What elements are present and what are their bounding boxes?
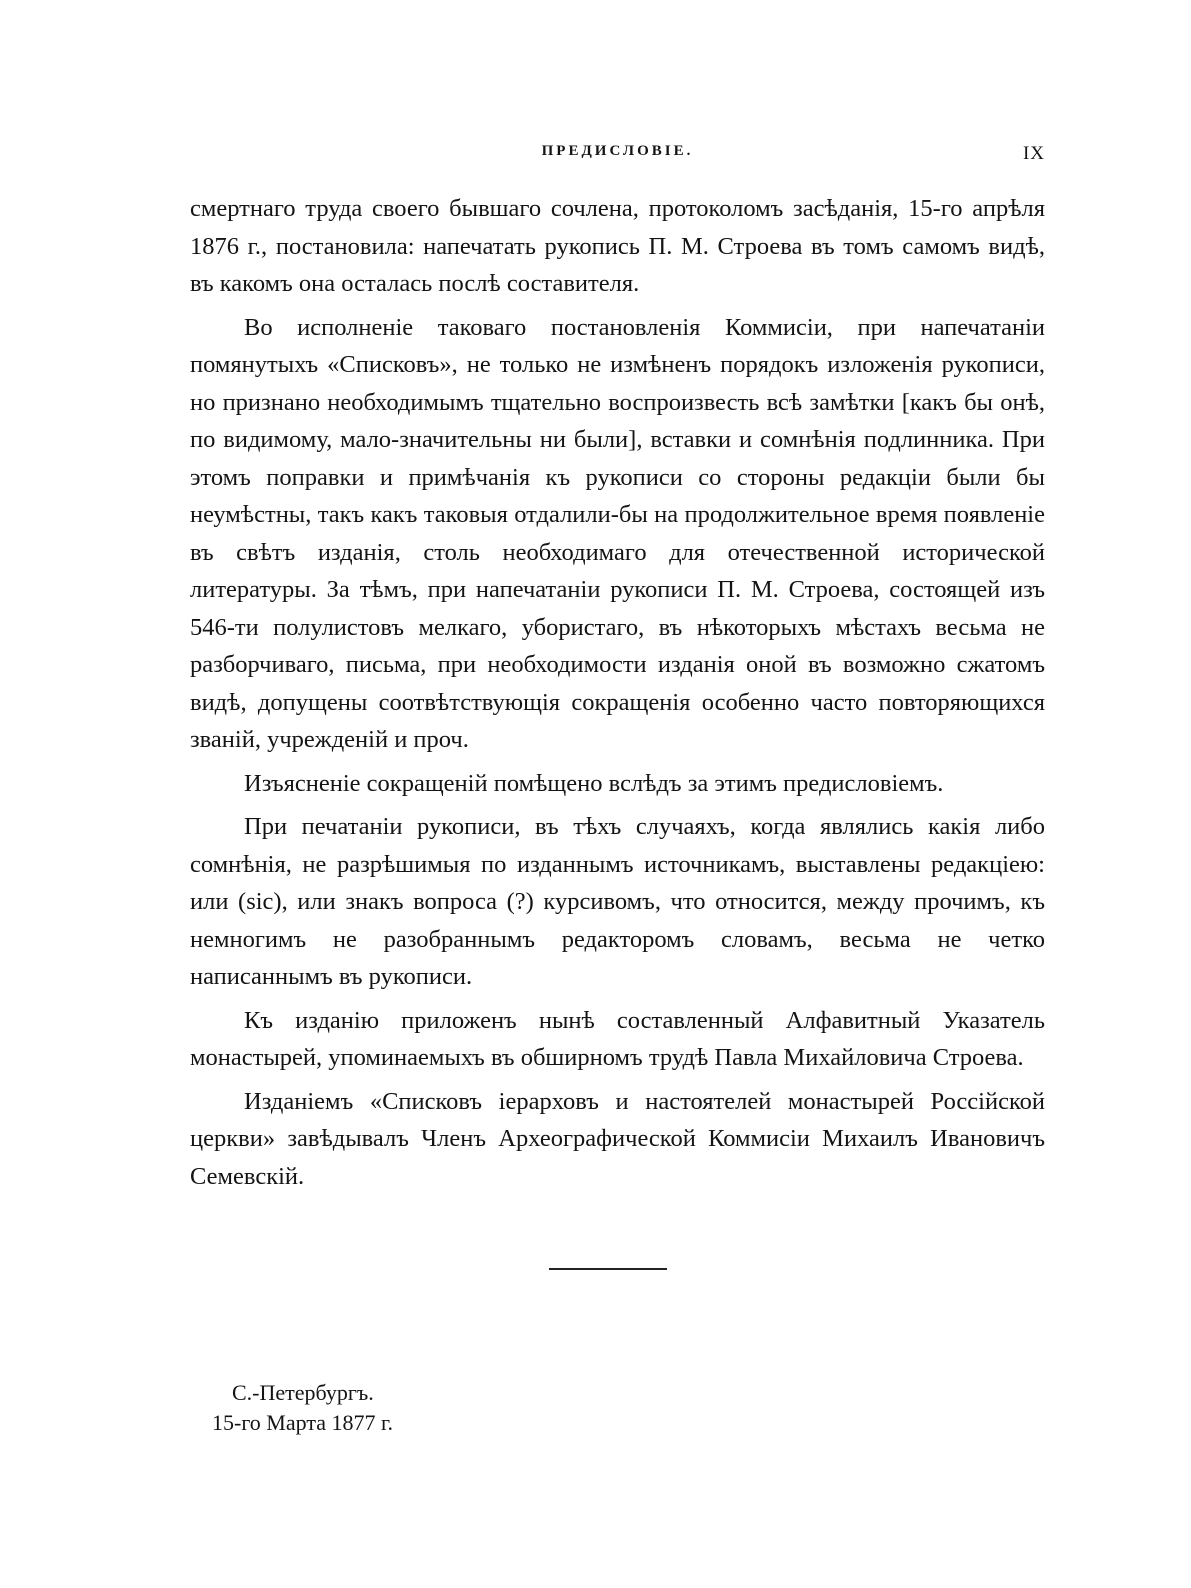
running-head [190,143,1045,169]
signoff [212,1378,393,1438]
paragraph-abbreviations: Изъясненіе сокращеній помѣщено вслѣдъ за этимъ предисловіемъ. [244,769,944,797]
section-divider [549,1268,667,1270]
page-number: IX [1022,143,1045,164]
section-title: ПРЕДИСЛОВІЕ. [541,143,694,159]
signoff-date: 15-го Марта 1877 г. [212,1410,394,1435]
paragraph-index: Къ изданію приложенъ нынѣ составленный Алфавитный Указатель монастырей, упоминаемыхъ въ обширномъ трудѣ Павла Михайловича Строева. [190,1006,1045,1071]
paragraph-execution: Во исполненіе таковаго постановленія Коммисіи, при напечатаніи помянутыхъ «Списковъ», не только не измѣненъ порядокъ изложенія рукописи, но признано необходимымъ тщательно воспроизвесть всѣ замѣтки [какъ бы онѣ, по видимому, мало-значительны ни были], вставки и сомнѣнія подлинника. При этомъ поправки и примѣчанія къ рукописи со стороны редакціи были бы неумѣстны, такъ какъ таковыя отдалили-бы на продолжительное время появленіе въ свѣтъ изданія, столь необходимаго для отечественной исторической литературы. За тѣмъ, при напечатаніи рукописи П. М. Строева, состоящей изъ 546-ти полулистовъ мелкаго, убористаго, въ нѣкоторыхъ мѣстахъ весьма не разборчиваго, письма, при необходимости изданія оной въ возможно сжатомъ видѣ, допущены соотвѣтствующія сокращенія особенно часто повторяющихся званій, учрежденій и проч. [190,313,1045,753]
body-text [190,190,1045,1201]
signoff-place: С.-Петербургъ. [232,1380,374,1405]
paragraph-editorial-marks: При печатаніи рукописи, въ тѣхъ случаяхъ, когда являлись какія либо сомнѣнія, не разрѣшимыя по изданнымъ источникамъ, выставлены редакціею: или (sic), или знакъ вопроса (?) курсивомъ, что относится, между прочимъ, къ немногимъ не разобраннымъ редакторомъ словамъ, весьма не четко написаннымъ въ рукописи. [190,813,1045,990]
paragraph-editor: Изданіемъ «Списковъ іерарховъ и настоятелей монастырей Россійской церкви» завѣдывалъ Членъ Археографической Коммисіи Михаилъ Ивановичъ Семевскій. [190,1087,1045,1190]
paragraph-continued: смертнаго труда своего бывшаго сочлена, протоколомъ засѣданія, 15-го апрѣля 1876 г., постановила: напечатать рукопись П. М. Строева въ томъ самомъ видѣ, въ какомъ она осталась послѣ составителя. [190,195,1045,297]
